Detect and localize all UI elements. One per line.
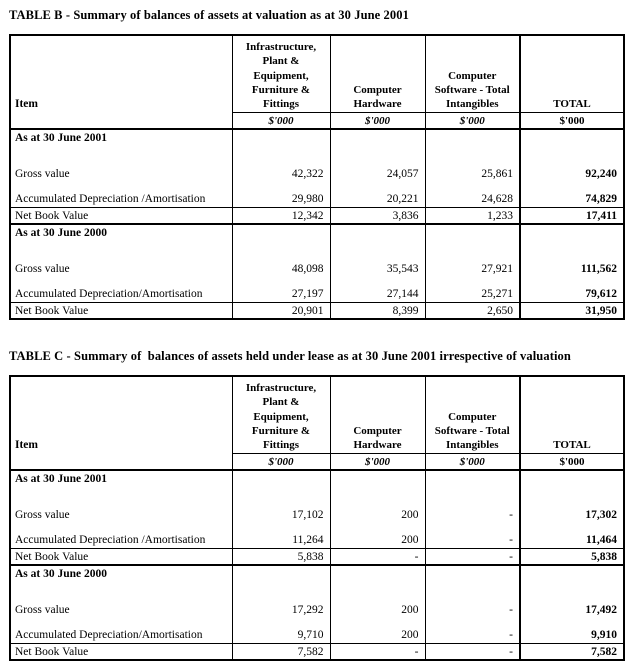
value-cell: 12,342 bbox=[232, 208, 330, 224]
value-cell: 17,102 bbox=[232, 492, 330, 527]
table-b-title: TABLE B - Summary of balances of assets at valuation as at 30 June 2001 bbox=[9, 8, 409, 22]
total-value-cell: 17,411 bbox=[520, 208, 624, 224]
value-cell: 29,980 bbox=[232, 186, 330, 208]
accumulated-depreciation-row bbox=[10, 186, 624, 208]
spacer-cell bbox=[232, 129, 330, 151]
table-b bbox=[9, 34, 625, 320]
spacer-cell bbox=[425, 470, 520, 492]
value-cell: - bbox=[330, 644, 425, 660]
spacer-cell bbox=[232, 224, 330, 246]
spacer-cell bbox=[520, 470, 624, 492]
unit-cell: $'000 bbox=[232, 454, 330, 470]
unit-cell: $'000 bbox=[520, 454, 624, 470]
net-book-value-row bbox=[10, 303, 624, 319]
value-cell: 200 bbox=[330, 492, 425, 527]
spacer-cell bbox=[425, 565, 520, 587]
row-label-cell: Net Book Value bbox=[10, 644, 232, 660]
value-cell: 200 bbox=[330, 587, 425, 622]
row-label-cell: Accumulated Depreciation /Amortisation bbox=[15, 193, 206, 206]
value-cell: 48,098 bbox=[232, 246, 330, 281]
value-cell: 42,322 bbox=[232, 151, 330, 186]
section-2001-row bbox=[10, 129, 624, 151]
infrastructure-column-header: Infrastructure, Plant & Equipment, Furniture & Fittings bbox=[232, 35, 330, 113]
spacer-cell bbox=[330, 565, 425, 587]
total-value-cell: 5,838 bbox=[520, 549, 624, 565]
value-cell: 24,057 bbox=[330, 151, 425, 186]
infrastructure-column-header: Infrastructure, Plant & Equipment, Furniture & Fittings bbox=[232, 376, 330, 454]
item-column-header: Item bbox=[15, 439, 38, 452]
value-cell: - bbox=[425, 622, 520, 644]
value-cell: 1,233 bbox=[425, 208, 520, 224]
total-value-cell: 9,910 bbox=[520, 622, 624, 644]
spacer-cell bbox=[520, 565, 624, 587]
unit-cell: $'000 bbox=[425, 113, 520, 129]
value-cell: - bbox=[425, 549, 520, 565]
value-cell: 24,628 bbox=[425, 186, 520, 208]
section-2000-row bbox=[10, 565, 624, 587]
row-label-cell: Gross value bbox=[15, 603, 70, 616]
value-cell: 27,197 bbox=[232, 281, 330, 303]
value-cell: - bbox=[330, 549, 425, 565]
value-cell: 20,221 bbox=[330, 186, 425, 208]
unit-cell: $'000 bbox=[425, 454, 520, 470]
row-label-cell: Accumulated Depreciation/Amortisation bbox=[15, 288, 203, 301]
item-column-header: Item bbox=[15, 98, 38, 111]
value-cell: 3,836 bbox=[330, 208, 425, 224]
accumulated-depreciation-row bbox=[10, 527, 624, 549]
net-book-value-row bbox=[10, 644, 624, 660]
computer-software-column-header: Computer Software - Total Intangibles bbox=[425, 376, 520, 454]
value-cell: 200 bbox=[330, 622, 425, 644]
value-cell: 11,264 bbox=[232, 527, 330, 549]
section-2000-row bbox=[10, 224, 624, 246]
spacer-cell bbox=[425, 129, 520, 151]
spacer-cell bbox=[330, 470, 425, 492]
value-cell: 5,838 bbox=[232, 549, 330, 565]
total-value-cell: 31,950 bbox=[520, 303, 624, 319]
computer-software-column-header: Computer Software - Total Intangibles bbox=[425, 35, 520, 113]
computer-hardware-column-header: Computer Hardware bbox=[330, 35, 425, 113]
section-label-cell: As at 30 June 2000 bbox=[15, 567, 108, 580]
value-cell: 20,901 bbox=[232, 303, 330, 319]
total-value-cell: 17,302 bbox=[520, 492, 624, 527]
spacer-cell bbox=[330, 129, 425, 151]
row-label-cell: Gross value bbox=[15, 508, 70, 521]
row-label-cell: Net Book Value bbox=[10, 549, 232, 565]
spacer-cell bbox=[425, 224, 520, 246]
row-label-cell: Gross value bbox=[15, 167, 70, 180]
value-cell: 200 bbox=[330, 527, 425, 549]
accumulated-depreciation-row bbox=[10, 281, 624, 303]
table-c-title: TABLE C - Summary of balances of assets held under lease as at 30 June 2001 irrespective of valuation bbox=[9, 348, 571, 363]
value-cell: 17,292 bbox=[232, 587, 330, 622]
spacer-cell bbox=[232, 565, 330, 587]
spacer-cell bbox=[10, 454, 232, 470]
value-cell: - bbox=[425, 492, 520, 527]
net-book-value-row bbox=[10, 549, 624, 565]
total-value-cell: 92,240 bbox=[520, 151, 624, 186]
spacer-cell bbox=[520, 129, 624, 151]
accumulated-depreciation-row bbox=[10, 622, 624, 644]
section-label-cell: As at 30 June 2001 bbox=[15, 131, 108, 144]
total-column-header: TOTAL bbox=[520, 376, 624, 454]
value-cell: 27,144 bbox=[330, 281, 425, 303]
table-c-header-row bbox=[10, 376, 624, 454]
row-label-cell: Accumulated Depreciation/Amortisation bbox=[15, 629, 203, 642]
unit-cell: $'000 bbox=[232, 113, 330, 129]
total-value-cell: 111,562 bbox=[520, 246, 624, 281]
total-value-cell: 17,492 bbox=[520, 587, 624, 622]
spacer-cell bbox=[232, 470, 330, 492]
section-label-cell: As at 30 June 2000 bbox=[15, 226, 108, 239]
computer-hardware-column-header: Computer Hardware bbox=[330, 376, 425, 454]
row-label-cell: Net Book Value bbox=[10, 208, 232, 224]
total-value-cell: 79,612 bbox=[520, 281, 624, 303]
total-value-cell: 11,464 bbox=[520, 527, 624, 549]
value-cell: - bbox=[425, 644, 520, 660]
gross-value-row bbox=[10, 246, 624, 281]
table-c-units-row bbox=[10, 454, 624, 470]
row-label-cell: Accumulated Depreciation /Amortisation bbox=[15, 534, 206, 547]
value-cell: 25,271 bbox=[425, 281, 520, 303]
value-cell: 8,399 bbox=[330, 303, 425, 319]
unit-cell: $'000 bbox=[330, 454, 425, 470]
value-cell: - bbox=[425, 527, 520, 549]
section-label-cell: As at 30 June 2001 bbox=[15, 472, 108, 485]
table-b-units-row bbox=[10, 113, 624, 129]
value-cell: 25,861 bbox=[425, 151, 520, 186]
gross-value-row bbox=[10, 587, 624, 622]
total-column-header: TOTAL bbox=[520, 35, 624, 113]
total-value-cell: 74,829 bbox=[520, 186, 624, 208]
net-book-value-row bbox=[10, 208, 624, 224]
spacer-cell bbox=[10, 113, 232, 129]
value-cell: 27,921 bbox=[425, 246, 520, 281]
unit-cell: $'000 bbox=[330, 113, 425, 129]
total-value-cell: 7,582 bbox=[520, 644, 624, 660]
row-label-cell: Net Book Value bbox=[10, 303, 232, 319]
section-2001-row bbox=[10, 470, 624, 492]
value-cell: 9,710 bbox=[232, 622, 330, 644]
value-cell: 2,650 bbox=[425, 303, 520, 319]
table-b-header-row bbox=[10, 35, 624, 113]
gross-value-row bbox=[10, 492, 624, 527]
value-cell: 7,582 bbox=[232, 644, 330, 660]
gross-value-row bbox=[10, 151, 624, 186]
spacer-cell bbox=[520, 224, 624, 246]
table-c bbox=[9, 375, 625, 661]
value-cell: 35,543 bbox=[330, 246, 425, 281]
spacer-cell bbox=[330, 224, 425, 246]
value-cell: - bbox=[425, 587, 520, 622]
unit-cell: $'000 bbox=[520, 113, 624, 129]
row-label-cell: Gross value bbox=[15, 262, 70, 275]
